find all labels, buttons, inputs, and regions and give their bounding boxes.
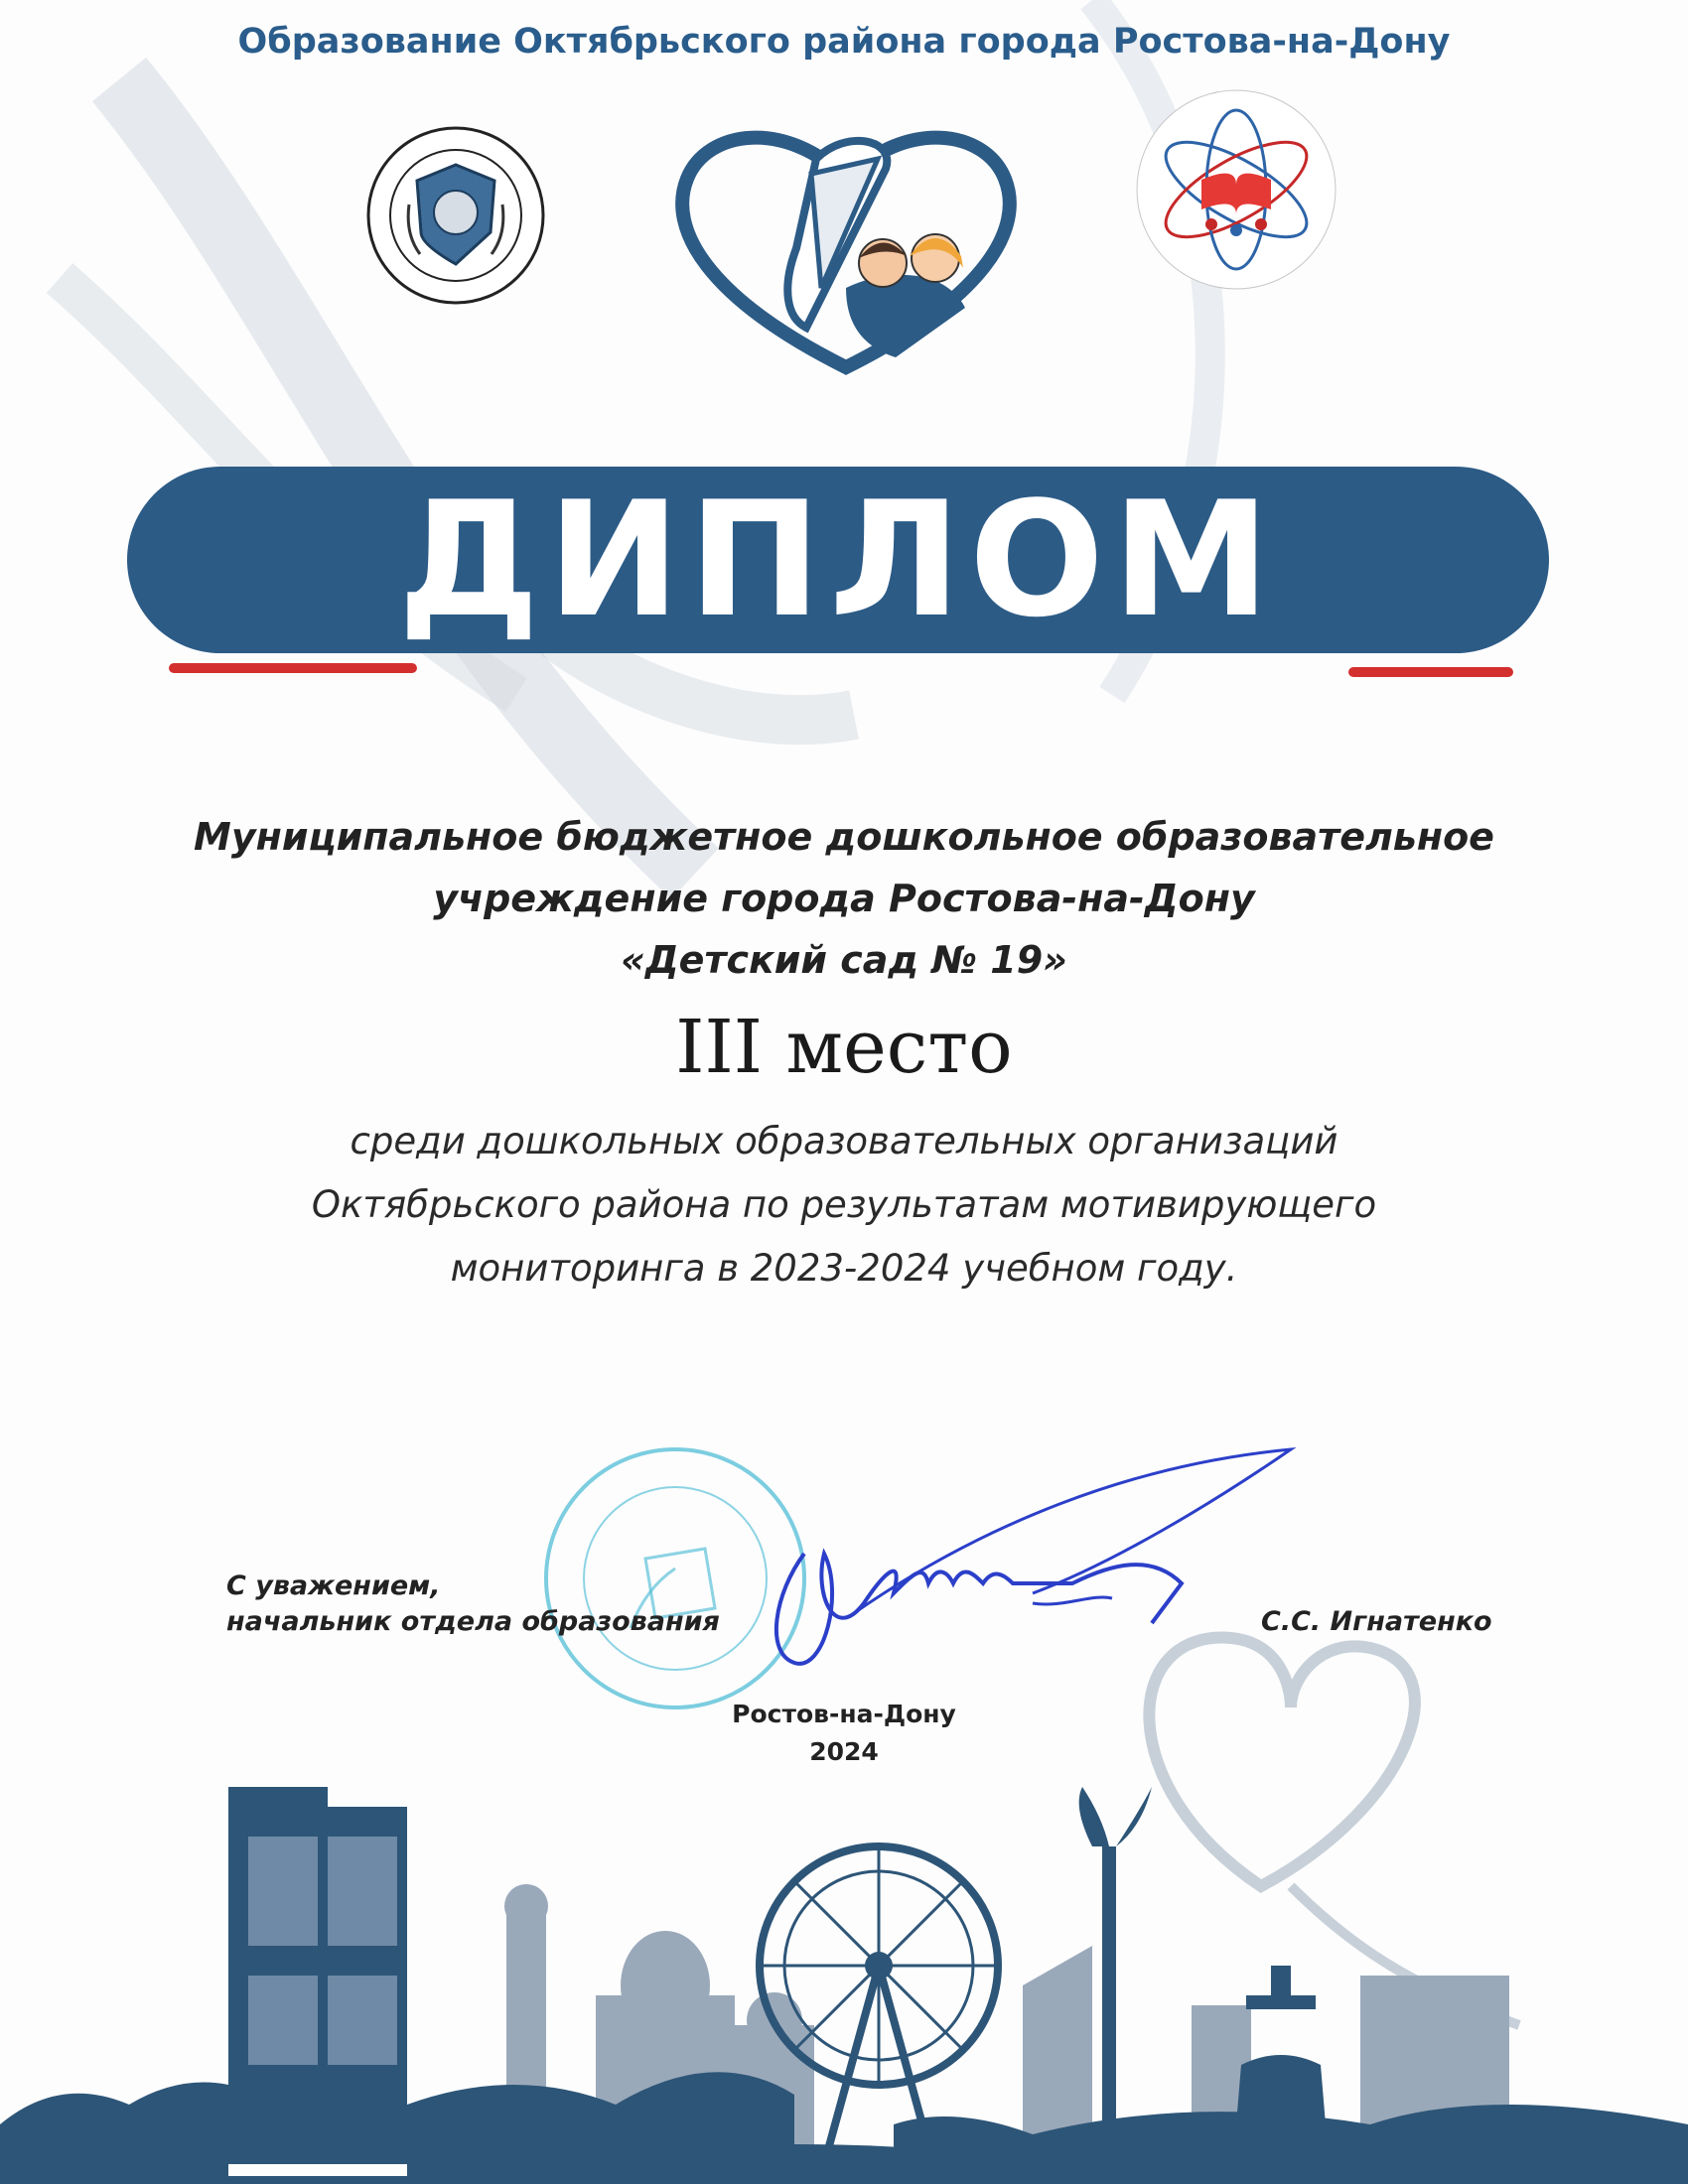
organization-line-2: учреждение города Ростова-на-Дону	[433, 877, 1255, 920]
organization-line-1: Муниципальное бюджетное дошкольное образовательное	[194, 815, 1494, 859]
handwritten-signature	[735, 1444, 1311, 1693]
reason-line-2: Октябрьского района по результатам мотивирующего	[311, 1183, 1377, 1226]
reason-line-3: мониторинга в 2023-2024 учебном году.	[450, 1247, 1238, 1290]
city-skyline-illustration	[0, 1747, 1688, 2184]
pelican-heart-logo-icon	[647, 99, 1045, 387]
footer-year: 2024	[809, 1737, 879, 1766]
header-title: Образование Октябрьского района города Ростова-на-Дону	[237, 22, 1451, 62]
signature-position: начальник отдела образования	[226, 1606, 720, 1637]
award-place: III место	[675, 1005, 1013, 1090]
red-underline-left	[169, 663, 417, 673]
signature-greeting: С уважением,	[226, 1570, 441, 1601]
diploma-title: ДИПЛОМ	[397, 467, 1279, 652]
signature-block	[226, 1569, 720, 1640]
shield-emblem-icon	[365, 125, 546, 306]
footer-city: Ростов-на-Дону	[732, 1700, 956, 1728]
atom-book-logo-icon	[1132, 85, 1340, 294]
organization-line-3: «Детский сад № 19»	[621, 938, 1067, 982]
organization-name	[0, 806, 1688, 991]
award-reason	[0, 1110, 1688, 1300]
red-underline-right	[1348, 667, 1513, 677]
reason-line-1: среди дошкольных образовательных организаций	[350, 1120, 1338, 1162]
signatory-name: С.С. Игнатенко	[1261, 1606, 1492, 1637]
